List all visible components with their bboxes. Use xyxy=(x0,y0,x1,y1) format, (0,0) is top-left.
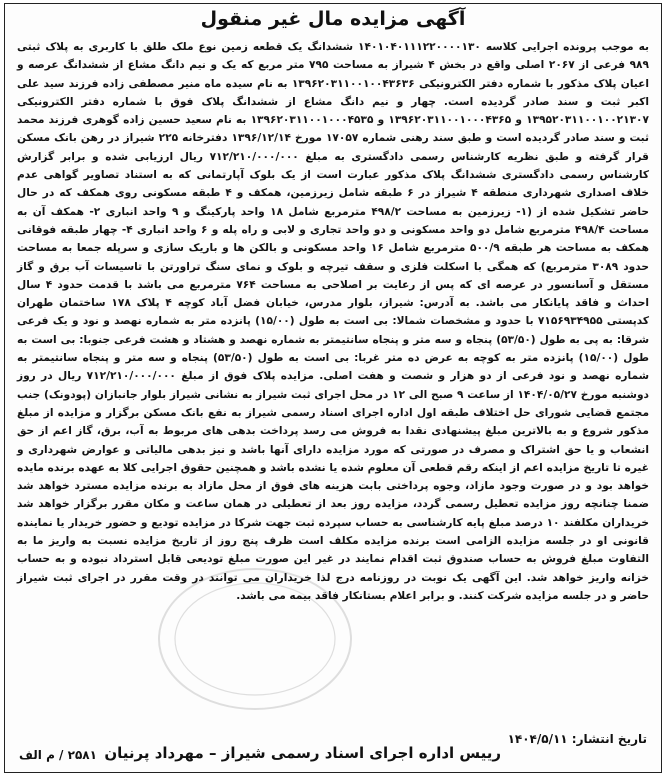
publication-date-value: ۱۴۰۴/۵/۱۱ xyxy=(507,732,568,746)
notice-title: آگهی مزایده مال غیر منقول xyxy=(200,8,466,30)
notice-body xyxy=(17,38,649,605)
publication-date xyxy=(508,732,647,746)
notice-footer xyxy=(15,732,651,768)
notice-frame xyxy=(4,3,662,773)
notice-paragraph: به موجب پرونده اجرایی کلاسه ۱۴۰۱۰۴۰۱۱۱۲۲۰۰۰۰۱۳۰ ششدانگ یک قطعه زمین نوع ملک طلق با کاربری به پلاک ثبتی ۹۸۹ فرعی از ۲۰۶۷ اصلی واقع در بخش ۴ شیراز به مساحت ۷۹۵ متر مربع که یک و نیم دانگ مشاع از ششدانگ عرصه و اعیان پلاک مذکور با شماره دفتر الکترونیکی ۱۳۹۶۲۰۳۱۱۰۰۱۰۰۴۳۶۳۶ به نام سیده ماه منیر مصطفی زاده فرزند سید علی اکبر ثبت و سند صادر گردیده است. چهار و نیم دانگ مشاع از ششدانگ پلاک فوق با شماره دفتر الکترونیکی ۱۳۹۵۲۰۳۱۱۰۰۱۰۰۲۱۳۰۷ و ۱۳۹۶۲۰۳۱۱۰۰۱۰۰۰۴۳۶۵ و ۱۳۹۶۲۰۳۱۱۰۰۱۰۰۰۴۵۳۵ به نام سعید حسین زاده گوهری فرزند محمد ثبت و سند صادر گردیده است و طبق سند رهنی شماره ۱۷۰۵۷ مورخ ۱۳۹۶/۱۲/۱۴ دفترخانه ۲۲۵ شیراز در رهن بانک مسکن قرار گرفته و طبق نظریه کارشناس رسمی دادگستری به مبلغ ۷۱۲/۲۱۰/۰۰۰/۰۰۰ ریال ارزیابی شده و برابر گزارش کارشناس رسمی دادگستری ششدانگ پلاک مذکور عبارت است از یک بلوک آپارتمانی که به استناد تصاویر گواهی عدم خلاف اصداری شهرداری منطقه ۴ شیراز در ۶ طبقه شامل زیرزمین، همکف و ۴ طبقه مسکونی روی همکف که در حال حاضر تشکیل شده از (۱- زیرزمین به مساحت ۴۹۸/۲ مترمربع شامل ۱۸ واحد پارکینگ و ۹ واحد انباری ۲- همکف آن به مساحت ۴۹۸/۴ مترمربع شامل دو واحد مسکونی و دو واحد تجاری و لابی و راه پله و ۶ واحد انباری ۴- چهار طبقه فوقانی همکف به مساحت هر طبقه ۵۰۰/۹ مترمربع شامل ۱۶ واحد مسکونی و بالکن ها و باریک سازی و سرپله جمعا به مساحت حدود ۳۰۸۹ مترمربع) که همگی با اسکلت فلزی و سقف تیرچه و بلوک و نمای سنگ تراورتن با تاسیسات آب برق و گاز مستقل و آسانسور در عرصه ای که پس از رعایت بر اصلاحی به مساحت ۷۶۴ مترمربع می باشد با قدمت حدود ۴ سال احداث و فاقد پایانکار می باشد. به آدرس: شیراز، بلوار مدرس، خیابان فضل آباد کوچه ۴ پلاک ۱۷۸ ساختمان طهران کدپستی ۷۱۵۶۹۳۴۹۵۵ با حدود و مشخصات شمالا: بی است به طول (۱۵/۰۰) پانزده متر به شماره نهصد و نود و یک فرعی شرقا: به پی به طول (۵۳/۵۰) پنجاه و سه متر و پنجاه سانتیمتر به شماره نهصد و هشتاد و هشت فرعی جنوبا: بی است به طول (۱۵/۰۰) پانزده متر به کوچه به عرض ده متر غربا: بی است به طول (۵۳/۵۰) پنجاه و سه متر و پنجاه سانتیمتر به شماره نهصد و نود فرعی از دو هزار و شصت و هفت اصلی. مزایده پلاک فوق از مبلغ ۷۱۲/۲۱۰/۰۰۰/۰۰۰ ریال در روز دوشنبه مورخ ۱۴۰۴/۰۵/۲۷ از ساعت ۹ صبح الی ۱۲ در محل اجرای ثبت شیراز به نشانی شیراز بلوار جانبازان (پودونک) جنب مجتمع قضایی شورای حل اختلاف طبقه اول اداره اجرای اسناد رسمی شیراز به نفع بانک مسکن برگزار و مزایده از مبلغ مذکور شروع و به بالاترین مبلغ پیشنهادی نقدا به فروش می رسد پرداخت بدهی های مربوط به آب، برق، گاز اعم از حق انشعاب و یا حق اشتراک و مصرف در صورتی که مورد مزایده دارای آنها باشد و نیز بدهی مالیاتی و عوارض شهرداری و غیره تا تاریخ مزایده اعم از اینکه رقم قطعی آن معلوم شده یا نشده باشد و همچنین حقوق اجرایی کلا به عهده برنده مایده خواهد بود و در صورت وجود مازاد، وجوه پرداختی بابت هزینه های فوق از محل مازاد به برنده مزایده مسترد خواهد شد ضمنا چنانچه روز مزایده تعطیل رسمی گردد، مزایده روز بعد از تعطیلی در همان ساعت و مکان مقرر برگزار خواهد شد خریداران مکلفند ۱۰ درصد مبلغ پایه کارشناسی به حساب سپرده ثبت جهت شرکا در مزایده تودیع و حضور خریدار یا نماینده قانونی او در جلسه مزایده الزامی است برنده مزایده مکلف است ظرف پنج روز از تاریخ مزایده نسبت به واریز ما به التفاوت مبلغ فروش به حساب صندوق ثبت اقدام نمایند در غیر این صورت مبلغ تودیعی قابل استرداد نبوده و به حساب خزانه واریز خواهد شد. این آگهی یک نوبت در روزنامه درج لذا خریداران می توانند در وقت مقرر در اجرای ثبت شیراز حاضر و در جلسه مزایده شرکت کنند. و برابر اعلام بستانکار فاقد بیمه می باشد. xyxy=(17,41,650,602)
publication-date-label: تاریخ انتشار: xyxy=(571,732,647,746)
notice-code: ۲۵۸۱ / م الف xyxy=(19,748,97,762)
official-seal-watermark xyxy=(155,564,355,714)
signatory: رییس اداره اجرای اسناد رسمی شیراز – مهرداد پرنیان xyxy=(104,744,501,762)
